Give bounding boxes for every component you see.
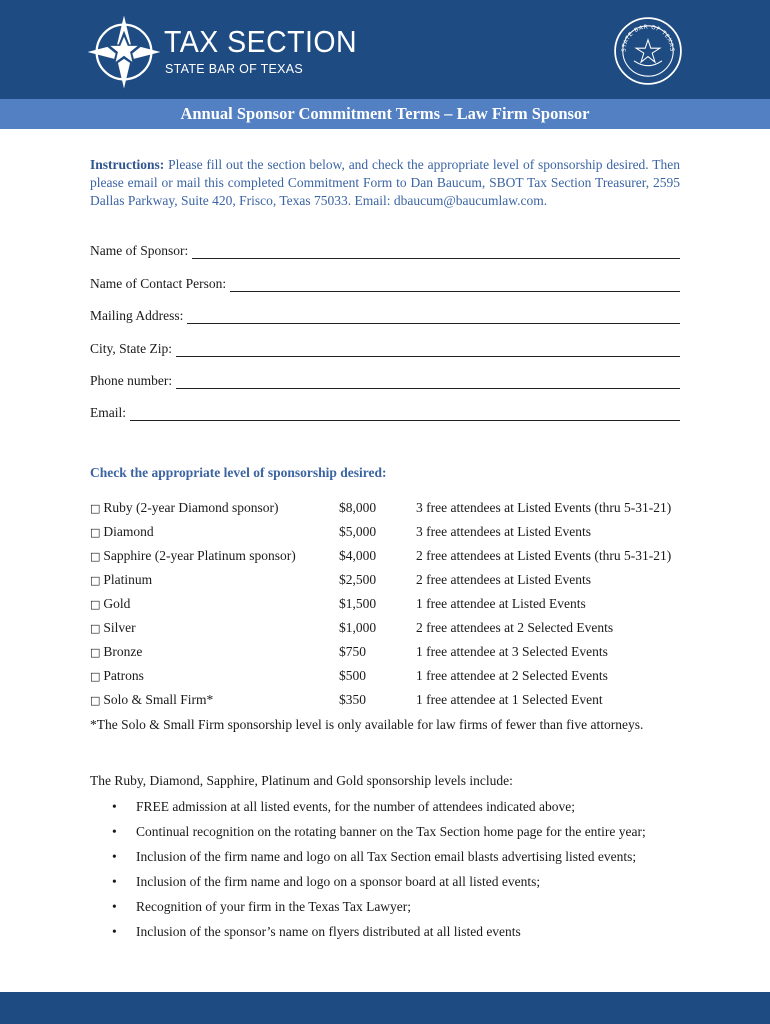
tier-row-bronze [90,642,690,662]
tier-name: Platinum [103,572,153,587]
tier-price: $500 [339,668,366,683]
city-state-zip-field[interactable] [90,339,680,357]
instructions [90,156,680,210]
list-item-text: FREE admission at all listed events, for the number of attendees indicated above; [136,799,576,814]
tier-benefit: 1 free attendee at Listed Events [416,596,586,611]
tier-row-patrons [90,666,690,686]
checkbox-icon[interactable]: □ [90,670,101,683]
checkbox-icon[interactable]: □ [90,622,101,635]
tier-price: $350 [339,692,366,707]
tier-price: $8,000 [339,500,377,515]
page-title: Annual Sponsor Commitment Terms – Law Firm Sponsor [180,104,590,123]
tier-benefit: 2 free attendees at Listed Events (thru 5-31-21) [416,548,672,563]
list-item-text: Inclusion of the sponsor’s name on flyers distributed at all listed events [136,924,521,939]
checkbox-icon[interactable]: □ [90,646,101,659]
checkbox-icon[interactable]: □ [90,574,101,587]
tier-name: Bronze [103,644,143,659]
footnote: *The Solo & Small Firm sponsorship level is only available for law firms of fewer than five attorneys. [90,717,644,732]
bullet-icon: • [112,899,117,914]
mailing-address-input[interactable] [187,310,680,324]
footer-banner [0,992,770,1024]
bullet-icon: • [112,799,117,814]
tier-price: $750 [339,644,366,659]
list-item-text: Inclusion of the firm name and logo on all Tax Section email blasts advertising listed events; [136,849,637,864]
seal-text: STATE BAR OF TEXAS [621,24,675,53]
header-banner [0,0,770,99]
phone-number-input[interactable] [176,375,680,389]
tier-price: $4,000 [339,548,377,563]
tier-benefit: 1 free attendee at 2 Selected Events [416,668,608,683]
tier-name: Solo & Small Firm* [103,692,214,707]
tier-row-diamond [90,522,690,542]
tier-row-platinum [90,570,690,590]
field-label: Mailing Address: [90,308,184,323]
instructions-text: Please fill out the section below, and check the appropriate level of sponsorship desired. Then please email or mail this completed Commitment Form to Dan Baucum, SBOT Tax Section Treasurer, 2595 Dallas Parkway, Suite 420, Frisco, Texas 75033. Email: dbaucum@baucumlaw.com. [90,157,680,208]
contact-person-field[interactable] [90,274,680,292]
sponsorship-heading: Check the appropriate level of sponsorship desired: [90,465,387,480]
list-item-text: Continual recognition on the rotating banner on the Tax Section home page for the entire year; [136,824,646,839]
tier-name: Ruby (2-year Diamond sponsor) [103,500,279,515]
tier-row-gold [90,594,690,614]
checkbox-icon[interactable]: □ [90,502,101,515]
contact-person-input[interactable] [230,278,680,292]
field-label: City, State Zip: [90,341,172,356]
tier-row-sapphire [90,546,690,566]
field-label: Email: [90,405,126,420]
tier-price: $2,500 [339,572,377,587]
state-bar-seal-icon [613,16,683,86]
tier-benefit: 3 free attendees at Listed Events [416,524,592,539]
bullet-icon: • [112,824,117,839]
checkbox-icon[interactable]: □ [90,598,101,611]
texas-star-logo-icon [86,14,162,90]
includes-intro: The Ruby, Diamond, Sapphire, Platinum and Gold sponsorship levels include: [90,773,513,788]
list-item-text: Recognition of your firm in the Texas Tax Lawyer; [136,899,412,914]
tier-row-ruby [90,498,690,518]
tier-benefit: 2 free attendees at Listed Events [416,572,592,587]
tier-benefit: 3 free attendees at Listed Events (thru 5-31-21) [416,500,672,515]
mailing-address-field[interactable] [90,306,680,324]
tier-benefit: 1 free attendee at 1 Selected Event [416,692,603,707]
tier-name: Sapphire (2-year Platinum sponsor) [103,548,296,563]
tier-row-solo-small-firm [90,690,690,710]
checkbox-icon[interactable]: □ [90,526,101,539]
tier-name: Patrons [103,668,144,683]
bullet-icon: • [112,849,117,864]
tier-price: $1,500 [339,596,377,611]
tier-name: Gold [103,596,131,611]
field-label: Name of Contact Person: [90,276,227,291]
bullet-icon: • [112,924,117,939]
list-item-text: Inclusion of the firm name and logo on a sponsor board at all listed events; [136,874,541,889]
instructions-label: Instructions: [90,157,165,172]
field-label: Name of Sponsor: [90,243,189,258]
city-state-zip-input[interactable] [176,343,680,357]
checkbox-icon[interactable]: □ [90,550,101,563]
tier-price: $1,000 [339,620,377,635]
checkbox-icon[interactable]: □ [90,694,101,707]
tier-name: Silver [103,620,136,635]
email-input[interactable] [130,407,680,421]
email-field[interactable] [90,403,680,421]
field-label: Phone number: [90,373,173,388]
tier-name: Diamond [103,524,154,539]
sponsor-name-input[interactable] [192,245,680,259]
tier-benefit: 2 free attendees at 2 Selected Events [416,620,614,635]
bullet-icon: • [112,874,117,889]
tier-benefit: 1 free attendee at 3 Selected Events [416,644,608,659]
logo-subtitle: STATE BAR OF TEXAS [165,62,304,76]
tier-price: $5,000 [339,524,377,539]
logo-title: TAX SECTION [164,24,358,59]
tier-row-silver [90,618,690,638]
phone-number-field[interactable] [90,371,680,389]
sponsor-name-field[interactable] [90,241,680,259]
